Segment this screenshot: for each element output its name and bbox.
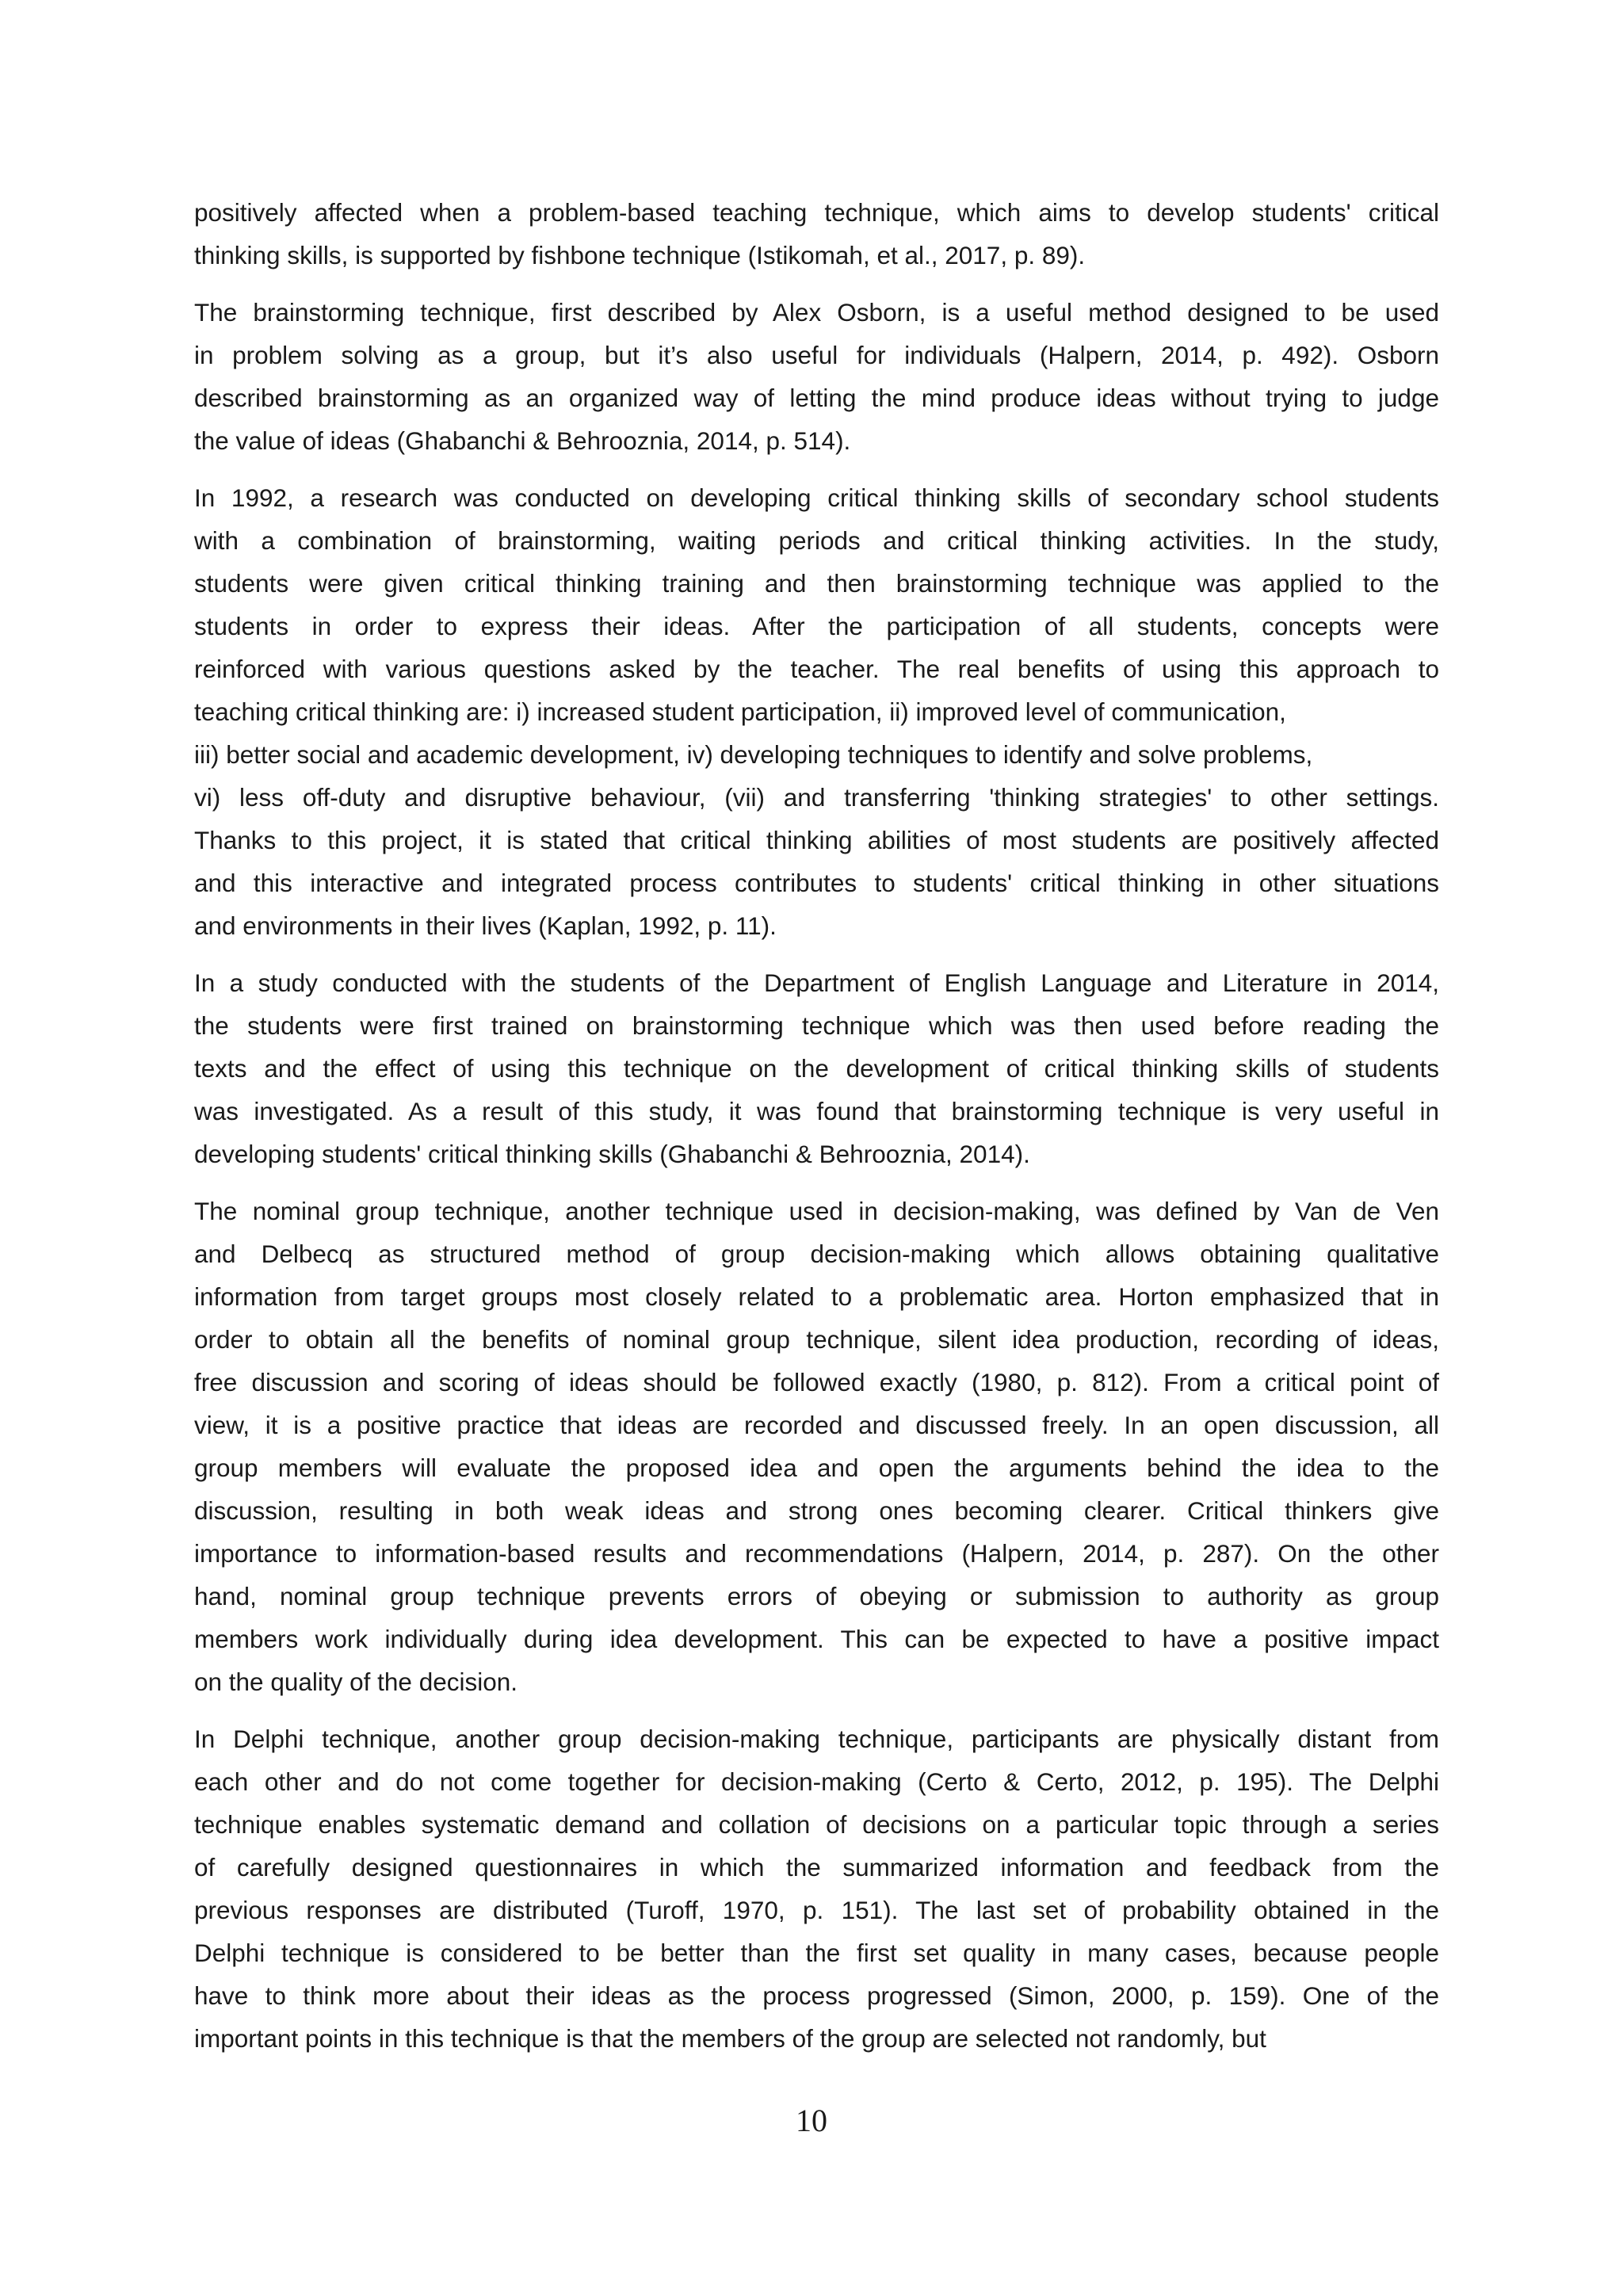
text-line: students were given critical thinking training and then brainstorming technique was applied to the <box>194 569 1439 598</box>
text-line: free discussion and scoring of ideas should be followed exactly (1980, p. 812). From a critical point of <box>194 1368 1439 1396</box>
paragraph-1992-research <box>194 476 1439 947</box>
text-line: Thanks to this project, it is stated that critical thinking abilities of most students are positively affected <box>194 826 1439 854</box>
text-line: texts and the effect of using this technique on the development of critical thinking skills of students <box>194 1054 1439 1083</box>
text-line: important points in this technique is that the members of the group are selected not randomly, but <box>194 2024 1266 2053</box>
text-line: reinforced with various questions asked by the teacher. The real benefits of using this approach to <box>194 655 1439 683</box>
text-line: and environments in their lives (Kaplan, 1992, p. 11). <box>194 911 777 940</box>
text-line: Delphi technique is considered to be better than the first set quality in many cases, because people <box>194 1939 1439 1967</box>
page-number: 10 <box>796 2103 827 2138</box>
text-line: technique enables systematic demand and collation of decisions on a particular topic through a series <box>194 1810 1439 1839</box>
text-line: each other and do not come together for decision-making (Certo & Certo, 2012, p. 195). The Delphi <box>194 1767 1439 1796</box>
text-line: described brainstorming as an organized way of letting the mind produce ideas without trying to judge <box>194 384 1439 412</box>
paragraph-delphi-technique <box>194 1717 1439 2060</box>
text-line: The brainstorming technique, first described by Alex Osborn, is a useful method designed to be used <box>194 298 1439 327</box>
text-line: thinking skills, is supported by fishbone technique (Istikomah, et al., 2017, p. 89). <box>194 241 1086 269</box>
text-line: In a study conducted with the students of the Department of English Language and Literature in 2014, <box>194 968 1439 997</box>
text-line: students in order to express their ideas. After the participation of all students, concepts were <box>194 612 1439 640</box>
text-line: with a combination of brainstorming, waiting periods and critical thinking activities. In the study, <box>194 526 1439 555</box>
text-line: was investigated. As a result of this study, it was found that brainstorming technique is very useful in <box>194 1097 1439 1125</box>
text-line: and Delbecq as structured method of group decision-making which allows obtaining qualitative <box>194 1240 1439 1268</box>
text-line: vi) less off-duty and disruptive behaviour, (vii) and transferring 'thinking strategies' to other settings. <box>194 783 1439 812</box>
text-line: previous responses are distributed (Turoff, 1970, p. 151). The last set of probability obtained in the <box>194 1896 1439 1924</box>
text-line: in problem solving as a group, but it’s also useful for individuals (Halpern, 2014, p. 492). Osborn <box>194 341 1439 369</box>
text-line: have to think more about their ideas as the process progressed (Simon, 2000, p. 159). One of the <box>194 1981 1439 2010</box>
text-line: information from target groups most closely related to a problematic area. Horton emphasized that in <box>194 1282 1439 1311</box>
text-line: and this interactive and integrated process contributes to students' critical thinking in other situations <box>194 869 1439 897</box>
paragraph-2014-study <box>194 961 1439 1175</box>
text-line: positively affected when a problem-based teaching technique, which aims to develop students' critical <box>194 198 1439 227</box>
text-line: teaching critical thinking are: i) increased student participation, ii) improved level of communication, <box>194 697 1286 726</box>
text-line: The nominal group technique, another technique used in decision-making, was defined by Van de Ven <box>194 1197 1439 1225</box>
text-line: view, it is a positive practice that ideas are recorded and discussed freely. In an open discussion, all <box>194 1411 1439 1439</box>
text-line: developing students' critical thinking skills (Ghabanchi & Behrooznia, 2014). <box>194 1140 1030 1168</box>
text-line: the value of ideas (Ghabanchi & Behrooznia, 2014, p. 514). <box>194 426 851 455</box>
text-line: discussion, resulting in both weak ideas and strong ones becoming clearer. Critical thinkers give <box>194 1496 1439 1525</box>
text-line: of carefully designed questionnaires in which the summarized information and feedback from the <box>194 1853 1439 1881</box>
text-line: importance to information-based results and recommendations (Halpern, 2014, p. 287). On the other <box>194 1539 1439 1568</box>
text-line: iii) better social and academic development, iv) developing techniques to identify and solve problems, <box>194 740 1313 769</box>
text-line: the students were first trained on brainstorming technique which was then used before reading the <box>194 1011 1439 1040</box>
text-line: In Delphi technique, another group decision-making technique, participants are physically distant from <box>194 1725 1439 1753</box>
paragraph-brainstorming-definition <box>194 291 1439 462</box>
paragraph-nominal-group-technique <box>194 1190 1439 1703</box>
text-line: In 1992, a research was conducted on developing critical thinking skills of secondary school students <box>194 483 1439 512</box>
text-line: on the quality of the decision. <box>194 1668 518 1696</box>
paragraph-fishbone-conclusion <box>194 191 1439 277</box>
text-line: group members will evaluate the proposed idea and open the arguments behind the idea to the <box>194 1454 1439 1482</box>
body-text <box>194 191 1439 2074</box>
text-line: hand, nominal group technique prevents errors of obeying or submission to authority as group <box>194 1582 1439 1610</box>
text-line: order to obtain all the benefits of nominal group technique, silent idea production, recording of ideas, <box>194 1325 1439 1354</box>
text-line: members work individually during idea development. This can be expected to have a positive impact <box>194 1625 1439 1653</box>
